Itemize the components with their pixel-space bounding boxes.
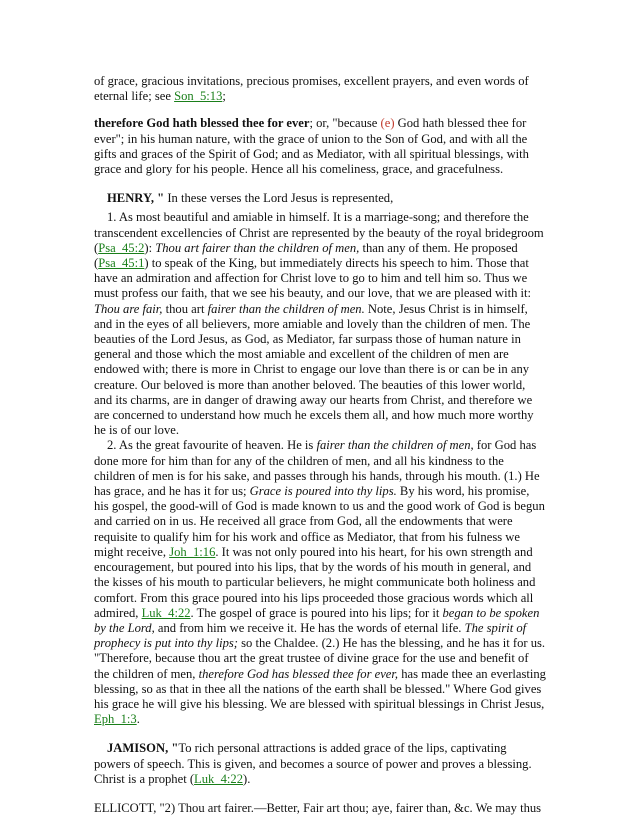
text-span: ):: [144, 240, 156, 255]
text-span: ;: [222, 89, 226, 104]
italic-quote: Thou art fairer than the children of men,: [155, 240, 360, 255]
paragraph-ellicott: [94, 801, 546, 816]
scripture-link-psa-45-2[interactable]: Psa_45:2: [98, 240, 145, 255]
text-span: In these verses the Lord Jesus is represented,: [164, 191, 394, 206]
text-span: . The gospel of grace is poured into his lips; for it: [190, 605, 443, 620]
text-span: Note, Jesus Christ is in himself, and in the eyes of all believers, more amiable and lovely than the children of men. The beauties of the Lord Jesus, as God, as Mediator, far surpass those of human nature in general and those which the most amiable and excellent of the children of men are endowed with; there is more in Christ to engage our love than there is or can be in any creature. Our beloved is more than another beloved. The beauties of this lower world, and its charms, are in danger of drawing away our hearts from Christ, and therefore we are concerned to understand how much he excels them all, and how much more worthy he is of our love.: [94, 301, 534, 438]
author-label-jamison: JAMISON, ": [107, 741, 179, 756]
text-span: God hath blessed thee for ever"; in his human nature, with the grace of union to the Son of God, and with all the gifts and graces of the Spirit of God; and as Mediator, with all spiritual blessings, with grace and glory for his people. Hence all his comeliness, grace, and gracefulness.: [94, 116, 529, 177]
paragraph-point-1: [94, 210, 546, 438]
scripture-link-eph-1-3[interactable]: Eph_1:3: [94, 712, 137, 727]
scripture-link-psa-45-1[interactable]: Psa_45:1: [98, 256, 145, 271]
text-span: By his word, his promise, his gospel, the good-will of God is made known to us and the good work of God is begun and carried on in us. He received all grace from God, all the endowments that were requisite to qualify him for his work and office as Mediator, that from his fulness we might receive,: [94, 484, 545, 559]
italic-quote: fairer than the children of men.: [207, 301, 365, 316]
text-span: To rich personal attractions is added grace of the lips, captivating powers of speech. This is given, and becomes a source of power and proves a blessing. Christ is a prophet (: [94, 741, 532, 786]
text-span: than any of them. He proposed (: [94, 240, 518, 271]
author-label-henry: HENRY, ": [107, 191, 165, 206]
text-span: . It was not only poured into his heart, for his own strength and encouragement, but poured into his lips, that by the words of his mouth in general, and the kisses of his mouth to particular believers, he might communicate both holiness and comfort. From this grace poured into his lips proceeded those gracious words which all admired,: [94, 544, 536, 620]
paragraph-henry-intro: [94, 191, 546, 206]
text-span: and from him we receive it. He has the words of eternal life.: [154, 620, 465, 635]
paragraph-intro: [94, 74, 546, 104]
paragraph-point-2: [94, 438, 546, 727]
text-span: ELLICOTT, "2) Thou art fairer.—Better, Fair art thou; aye, fairer than, &c. We may thus: [94, 800, 542, 815]
italic-quote: The spirit of prophecy is put into thy lips;: [94, 620, 527, 651]
text-span: so the Chaldee. (2.) He has the blessing, and he has it for us. "Therefore, because thou art the great trustee of divine grace for the use and benefit of the children of men,: [94, 636, 546, 681]
footnote-marker[interactable]: (e): [380, 116, 395, 131]
text-span: ; or, "because: [309, 116, 381, 131]
italic-quote: Grace is poured into thy lips.: [249, 484, 397, 499]
italic-quote: fairer than the children of men,: [316, 438, 474, 453]
scripture-link-luk-4-22[interactable]: Luk_4:22: [141, 605, 191, 620]
text-span: of grace, gracious invitations, precious promises, excellent prayers, and even words of eternal life; see: [94, 74, 529, 104]
text-span: 2. As the great favourite of heaven. He is: [107, 438, 317, 453]
text-span: ) to speak of the King, but immediately directs his speech to him. Those that have an admiration and affection for Christ love to go to him and tell him so. Thus we must profess our faith, that we see his beauty, and our love, that we are pleased with it:: [94, 256, 532, 301]
paragraph-jamison: [94, 741, 546, 787]
text-span: .: [136, 712, 140, 727]
commentary-page: [94, 74, 546, 816]
scripture-link-joh-1-16[interactable]: Joh_1:16: [169, 544, 216, 559]
italic-quote: Thou are fair,: [94, 301, 163, 316]
scripture-link-son-5-13[interactable]: Son_5:13: [174, 89, 223, 104]
italic-quote: began to be spoken by the Lord,: [94, 605, 540, 635]
text-span: ).: [243, 771, 251, 786]
italic-quote: therefore God has blessed thee for ever,: [198, 666, 399, 681]
text-span: has made thee an everlasting blessing, so as that in thee all the nations of the earth shall be blessed." Where God gives his grace he will give his blessing. We are blessed with spiritual blessings in Christ Jesus,: [94, 666, 546, 711]
text-span: thou art: [162, 301, 208, 316]
text-span: 1. As most beautiful and amiable in himself. It is a marriage-song; and therefore the transcendent excellencies of Christ are represented by the beauty of the royal bridegroom (: [94, 210, 544, 255]
bold-heading-phrase: therefore God hath blessed thee for ever: [94, 116, 310, 131]
text-span: for God has done more for him than for any of the children of men, and all his kindness to the children of men is for his sake, and passes through his hands, through his mouth. (1.) He has grace, and he has it for us;: [94, 438, 540, 499]
paragraph-blessed: [94, 116, 546, 177]
scripture-link-luk-4-22[interactable]: Luk_4:22: [194, 771, 244, 786]
